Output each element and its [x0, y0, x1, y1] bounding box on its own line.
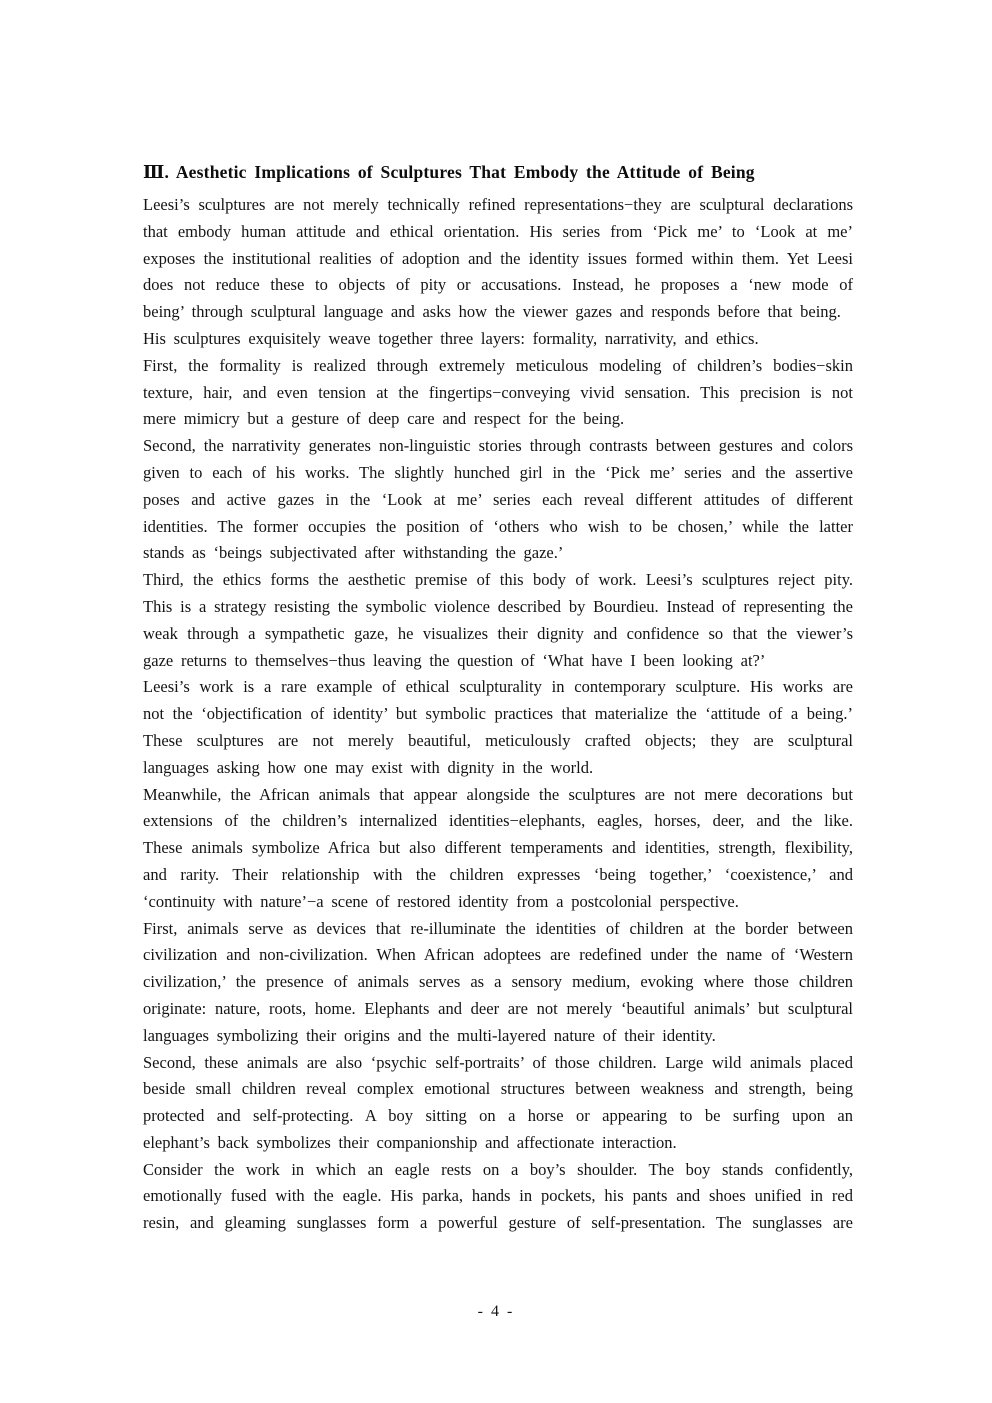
paragraph-ethics: Third, the ethics forms the aesthetic premise of this body of work. Leesi’s sculptures reject pity. This is a strategy resisting the symbolic violence described by Bourdieu. Instead of representing the weak through a sympathetic gaze, he visualizes their dignity and confidence so that the viewer’s gaze returns to themselves−thus leaving the question of ‘What have I been looking at?’ [143, 570, 853, 670]
paragraph-animals-devices: First, animals serve as devices that re-illuminate the identities of children at the border between civilization and non-civilization. When African adoptees are redefined under the name of ‘Western civilization,’ the presence of animals serves as a sensory medium, evoking where those children originate: nature, roots, home. Elephants and deer are not merely ‘beautiful animals’ but sculptural languages symbolizing their origins and the multi-layered nature of their identity. [143, 918, 853, 1045]
paragraph-intro: Leesi’s sculptures are not merely technically refined representations−they are sculptural declarations that embody human attitude and ethical orientation. His series from ‘Pick me’ to ‘Look at me’ exposes the institutional realities of adoption and the identity issues formed within them. Yet Leesi does not reduce these to objects of pity or accusations. Instead, he proposes a ‘new mode of being’ through sculptural language and asks how the viewer gazes and responds before that being. [143, 195, 853, 322]
paragraph-psychic-self-portraits: Second, these animals are also ‘psychic self-portraits’ of those children. Large wild animals placed beside small children reveal complex emotional structures between weakness and strength, being protected and self-protecting. A boy sitting on a horse or appearing to be surfing upon an elephant’s back symbolizes their companionship and affectionate interaction. [143, 1052, 853, 1152]
paragraph-narrativity: Second, the narrativity generates non-linguistic stories through contrasts between gestures and colors given to each of his works. The slightly hunched girl in the ‘Pick me’ series and the assertive poses and active gazes in the ‘Look at me’ series each reveal different attitudes of different identities. The former occupies the position of ‘others who wish to be chosen,’ while the latter stands as ‘beings subjectivated after withstanding the gaze.’ [143, 436, 853, 563]
paragraph-african-animals: Meanwhile, the African animals that appear alongside the sculptures are not mere decorations but extensions of the children’s internalized identities−elephants, eagles, horses, deer, and the like. These animals symbolize Africa but also different temperaments and identities, strength, flexibility, and rarity. Their relationship with the children expresses ‘being together,’ ‘coexistence,’ and ‘continuity with nature’−a scene of restored identity from a postcolonial perspective. [143, 784, 853, 911]
text-block [143, 159, 853, 1237]
paragraph-three-layers: His sculptures exquisitely weave together three layers: formality, narrativity, and ethics. [143, 328, 759, 348]
paragraph-formality: First, the formality is realized through extremely meticulous modeling of children’s bodies−skin texture, hair, and even tension at the fingertips−conveying vivid sensation. This precision is not mere mimicry but a gesture of deep care and respect for the being. [143, 355, 853, 429]
page-number: - 4 - [477, 1303, 515, 1320]
section-heading: Ⅲ. Aesthetic Implications of Sculptures That Embody the Attitude of Being [143, 162, 755, 182]
paragraph-eagle-boy: Consider the work in which an eagle rests on a boy’s shoulder. The boy stands confidently, emotionally fused with the eagle. His parka, hands in pockets, his pants and shoes unified in red resin, and gleaming sunglasses form a powerful gesture of self-presentation. The sunglasses are [143, 1159, 853, 1233]
paragraph-sculpturality: Leesi’s work is a rare example of ethical sculpturality in contemporary sculpture. His works are not the ‘objectification of identity’ but symbolic practices that materialize the ‘attitude of a being.’ These sculptures are not merely beautiful, meticulously crafted objects; they are sculptural languages asking how one may exist with dignity in the world. [143, 677, 853, 777]
